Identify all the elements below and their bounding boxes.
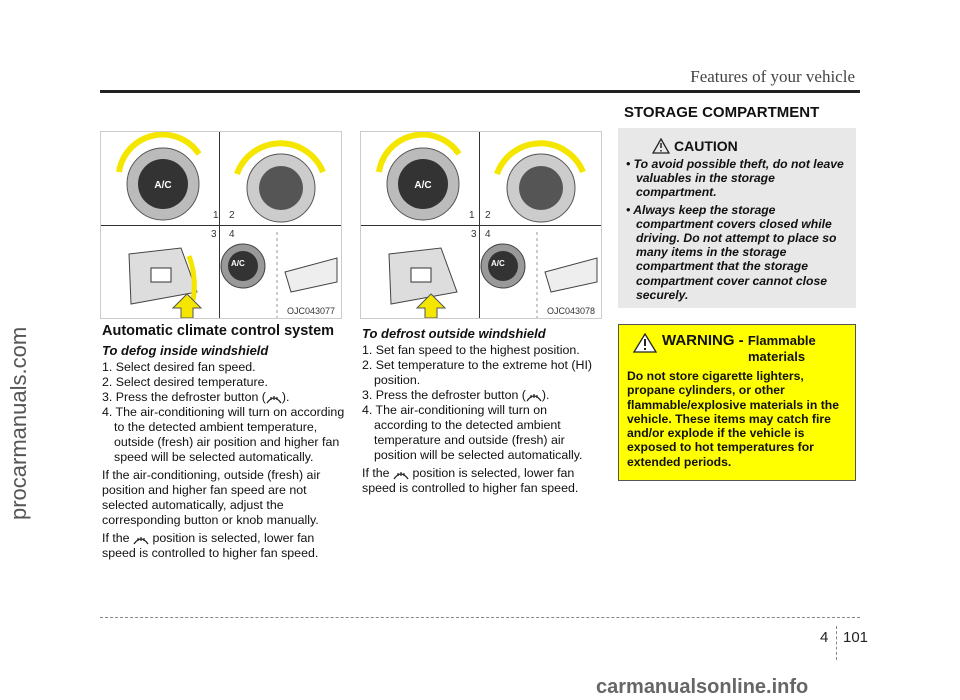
caution-item: • Always keep the storage compartment covers closed while driving. Do not attempt to place so many items in the storage compartment that the storage compartment cover cannot close securely. [626, 202, 837, 302]
subheading-defrost: To defrost outside windshield [362, 326, 546, 341]
section-heading: Automatic climate control system [102, 323, 335, 339]
figure-label: 3 [211, 229, 217, 240]
watermark-bottom: carmanualsonline.info [596, 676, 809, 698]
page-separator [836, 626, 838, 660]
figure-label: 4 [229, 229, 235, 240]
ac-button-label: A/C [231, 259, 245, 268]
header-rule [100, 90, 860, 93]
climate-controls-illustration [361, 132, 601, 318]
climate-controls-illustration [101, 132, 341, 318]
defroster-icon [133, 533, 149, 545]
step-item: 3. Press the defroster button ( ). [102, 390, 290, 404]
caution-item: • To avoid possible theft, do not leave valuables in the storage compartment. [626, 157, 844, 200]
figure-label: 1 [213, 210, 219, 221]
caution-box [618, 128, 856, 308]
step-item: 4. The air-conditioning will turn on according to the detected ambient temperature, outside (fresh) air position and higher fan speed will be selected automatically. [102, 405, 345, 464]
step-item: 1. Select desired fan speed. [102, 360, 256, 374]
subheading-defog: To defog inside windshield [102, 343, 269, 358]
step-item: 1. Set fan speed to the highest position. [362, 343, 580, 357]
ac-button-label: A/C [491, 259, 505, 268]
footer-rule [100, 617, 860, 618]
svg-text:A/C: A/C [414, 180, 432, 191]
defroster-icon [393, 468, 409, 480]
warning-text: Do not store cigarette lighters, propane cylinders, or other flammable/explosive materials in the vehicle. These items may catch fire and/or explode if the vehicle is exposed to hot temperatures for extended periods. [627, 369, 840, 469]
paragraph: If the position is selected, lower fan speed is controlled to higher fan speed. [102, 531, 319, 560]
watermark-side: procarmanuals.com [6, 326, 31, 520]
figure-label: 2 [229, 210, 235, 221]
step-item: 2. Set temperature to the extreme hot (HI) position. [362, 358, 593, 387]
figure-code: OJC043077 [286, 306, 335, 316]
middle-column [362, 326, 600, 496]
svg-text:A/C: A/C [154, 180, 172, 191]
paragraph: If the air-conditioning, outside (fresh) air position and higher fan speed are not selected automatically, adjust the corresponding button or knob manually. [102, 468, 321, 527]
figure-label: 2 [485, 210, 491, 221]
figure-defog [100, 131, 342, 319]
chapter-number: 4 [820, 629, 829, 646]
step-item: 2. Select desired temperature. [102, 375, 268, 389]
section-title-storage: STORAGE COMPARTMENT [624, 104, 820, 121]
warning-title: WARNING - Flammable materials [662, 332, 816, 364]
defroster-icon [266, 392, 282, 404]
step-item: 4. The air-conditioning will turn on according to the detected ambient temperature and outside (fresh) air position will be selected automatically. [362, 403, 583, 462]
figure-label: 3 [471, 229, 477, 240]
figure-label: 4 [485, 229, 491, 240]
left-column [102, 323, 350, 561]
header-title: Features of your vehicle [690, 67, 855, 86]
warning-box [618, 324, 856, 481]
defroster-icon [526, 390, 542, 402]
paragraph: If the position is selected, lower fan speed is controlled to higher fan speed. [362, 466, 579, 495]
warning-triangle-icon [633, 333, 657, 353]
caution-triangle-icon [652, 138, 670, 154]
page-number: 101 [843, 629, 869, 646]
step-item: 3. Press the defroster button ( ). [362, 388, 550, 402]
figure-label: 1 [469, 210, 475, 221]
figure-code: OJC043078 [546, 306, 595, 316]
figure-defrost [360, 131, 602, 319]
caution-title: CAUTION [674, 138, 738, 154]
